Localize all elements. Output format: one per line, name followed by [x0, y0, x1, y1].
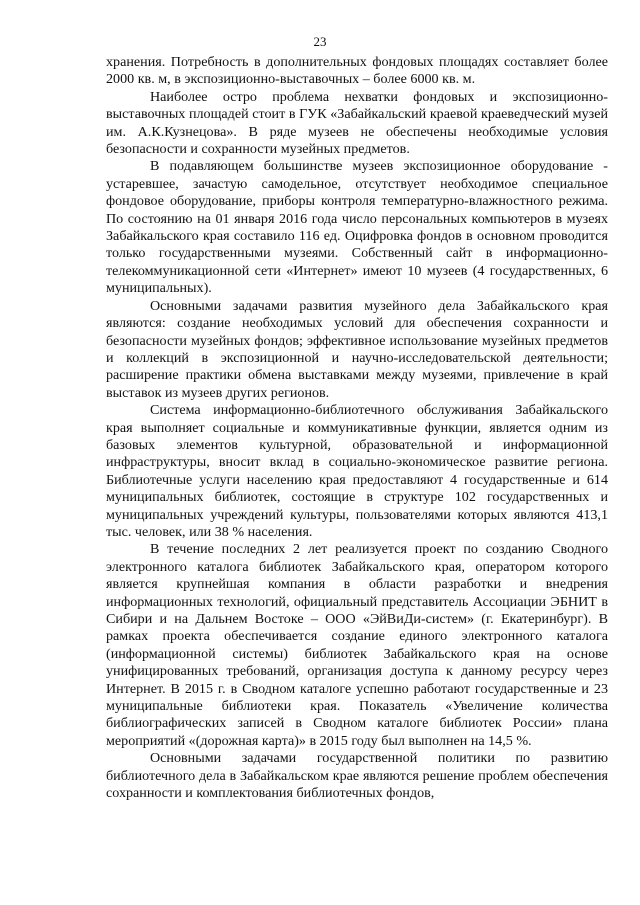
paragraph-library-system: Система информационно-библиотечного обслуживания Забайкальского края выполняет социальные и коммуникативные функции, является одним из базовых элементов культурной, образовательной и информационной инфраструктуры, вносит вклад в социально-экономическое развитие региона. Библиотечные услуги населению края предоставляют 4 государственные и 614 муниципальных библиотек, состоящие в структуре 102 государственных и муниципальных учреждений культуры, пользователями которых являются 413,1 тыс. человек, или 38 % населения.	[106, 402, 608, 540]
paragraph-library-policy-tasks: Основными задачами государственной политики по развитию библиотечного дела в Забайкальском крае являются решение проблем обеспечения сохранности и комплектования библиотечных фондов,	[106, 750, 608, 802]
paragraph-union-catalog: В течение последних 2 лет реализуется проект по созданию Сводного электронного каталога библиотек Забайкальского края, оператором которого является крупнейшая компания в области разработки и внедрения информационных технологий, официальный представитель Ассоциации ЭБНИТ в Сибири и на Дальнем Востоке – ООО «ЭйВиДи-систем» (г. Екатеринбург). В рамках проекта обеспечивается создание единого электронного каталога (информационной системы) библиотек Забайкальского края на основе унифицированных требований, организация доступа к данному ресурсу через Интернет. В 2015 г. в Сводном каталоге успешно работают государственные и 23 муниципальные библиотеки края. Показатель «Увеличение количества библиографических записей в Сводном каталоге библиотек России» плана мероприятий «(дорожная карта)» в 2015 году был выполнен на 14,5 %.	[106, 541, 608, 749]
paragraph-museum-space-shortage: Наиболее остро проблема нехватки фондовых и экспозиционно-выставочных площадей стоит в ГУК «Забайкальский краевой краеведческий музей им. А.К.Кузнецова». В ряде музеев не обеспечены необходимые условия безопасности и сохранности музейных предметов.	[106, 88, 608, 158]
paragraph-continuation: хранения. Потребность в дополнительных фондовых площадях составляет более 2000 кв. м, в экспозиционно-выставочных – более 6000 кв. м.	[106, 54, 608, 88]
page-number: 23	[313, 34, 327, 49]
body-text	[106, 54, 608, 802]
paragraph-museum-equipment: В подавляющем большинстве музеев экспозиционное оборудование - устаревшее, зачастую самодельное, отсутствует необходимое специальное фондовое оборудование, приборы контроля температурно-влажностного режима. По состоянию на 01 января 2016 года число персональных компьютеров в музеях Забайкальского края составило 116 ед. Оцифровка фондов в основном проводится только государственными музеями. Собственный сайт в информационно-телекоммуникационной сети «Интернет» имеют 10 музеев (4 государственных, 6 муниципальных).	[106, 158, 608, 297]
paragraph-museum-tasks: Основными задачами развития музейного дела Забайкальского края являются: создание необходимых условий для обеспечения сохранности и безопасности музейных фондов; эффективное использование музейных предметов и коллекций в экспозиционной и научно-исследовательской деятельности; расширение практики обмена выставками между музеями, привлечение в край выставок из музеев других регионов.	[106, 297, 608, 401]
